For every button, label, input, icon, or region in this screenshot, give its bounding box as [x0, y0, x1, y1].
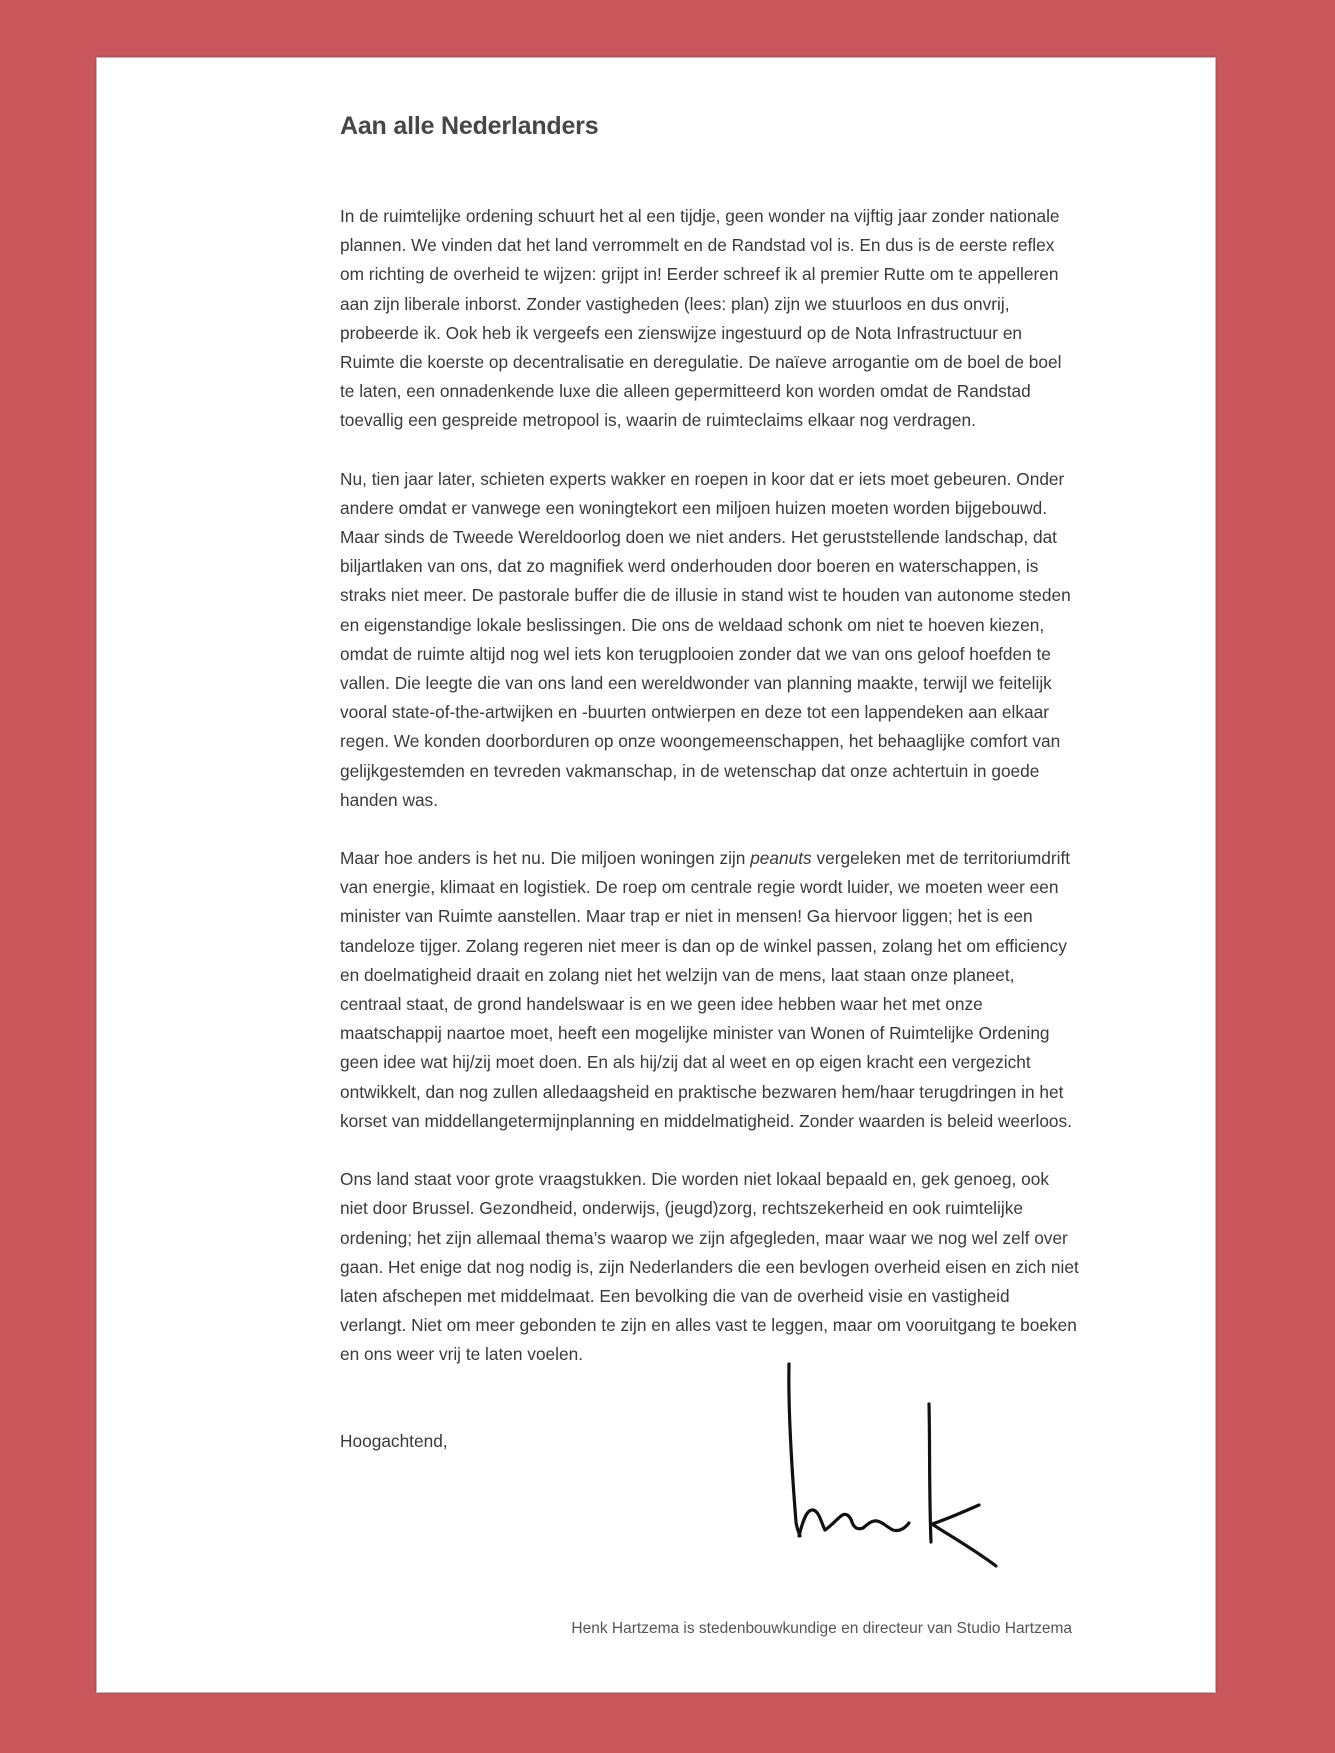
- paragraph-emphasis: peanuts: [750, 848, 812, 869]
- letter-body: [340, 202, 1080, 1370]
- letter-closing: Hoogachtend,: [340, 1431, 448, 1451]
- paragraph: [340, 1165, 1080, 1369]
- paragraph-text: Maar hoe anders is het nu. Die miljoen woningen zijn: [340, 848, 751, 869]
- letter-content: [340, 110, 1080, 1399]
- paragraph-text: vergeleken met de territoriumdrift van energie, klimaat en logistiek. De roep om centrale regie wordt luider, we moeten weer een minister van Ruimte aanstellen. Maar trap er niet in mensen! Ga hiervoor liggen; het is een tandeloze tijger. Zolang regeren niet meer is dan op de winkel passen, zolang het om efficiency en doelmatigheid draait en zolang niet het welzijn van de mens, laat staan onze planeet, centraal staat, de grond handelswaar is en we geen idee hebben waar het met onze maatschappij naartoe moet, heeft een mogelijke minister van Wonen of Ruimtelijke Ordening geen idee wat hij/zij moet doen. En als hij/zij dat al weet en op eigen kracht een vergezicht ontwikkelt, dan nog zullen alledaagsheid en praktische bezwaren hem/haar terugdringen in het korset van middellangetermijnplanning en middelmatigheid. Zonder waarden is beleid weerloos.: [340, 848, 1072, 1131]
- letter-title: Aan alle Nederlanders: [340, 112, 599, 140]
- paragraph-text: In de ruimtelijke ordening schuurt het al een tijdje, geen wonder na vijftig jaar zonder nationale plannen. We vinden dat het land verrommelt en de Randstad vol is. En dus is de eerste reflex om richting de overheid te wijzen: grijpt in! Eerder schreef ik al premier Rutte om te appelleren aan zijn liberale inborst. Zonder vastigheden (lees: plan) zijn we stuurloos en dus onvrij, probeerde ik. Ook heb ik vergeefs een zienswijze ingestuurd op de Nota Infrastructuur en Ruimte die koerste op decentralisatie en deregulatie. De naïeve arrogantie om de boel de boel te laten, een onnadenkende luxe die alleen gepermitteerd kon worden omdat de Randstad toevallig een gespreide metropool is, waarin de ruimteclaims elkaar nog verdragen.: [340, 206, 1062, 431]
- letter-page: [96, 57, 1216, 1693]
- paragraph-text: Nu, tien jaar later, schieten experts wakker en roepen in koor dat er iets moet gebeuren. Onder andere omdat er vanwege een woningtekort een miljoen huizen moeten worden bijgebouwd. Maar sinds de Tweede Wereldoorlog doen we niet anders. Het geruststellende landschap, dat biljartlaken van ons, dat zo magnifiek werd onderhouden door boeren en waterschappen, is straks niet meer. De pastorale buffer die de illusie in stand wist te houden van autonome steden en eigenstandige lokale beslissingen. Die ons de weldaad schonk om niet te hoeven kiezen, omdat de ruimte altijd nog wel iets kon terugplooien zonder dat we van ons geloof hoefden te vallen. Die leegte die van ons land een wereldwonder van planning maakte, terwijl we feitelijk vooral state-of-the-artwijken en -buurten ontwierpen en deze tot een lappendeken aan elkaar regen. We konden doorborduren op onze woongemeenschappen, het behaaglijke comfort van gelijkgestemden en tevreden vakmanschap, in de wetenschap dat onze achtertuin in goede handen was.: [340, 468, 1071, 810]
- paragraph: [340, 844, 1080, 1136]
- paragraph-text: Ons land staat voor grote vraagstukken. Die worden niet lokaal bepaald en, gek genoeg, ook niet door Brussel. Gezondheid, onderwijs, (jeugd)zorg, rechtszekerheid en ook ruimtelijke ordening; het zijn allemaal thema’s waarop we zijn afgegleden, maar waar we nog wel zelf over gaan. Het enige dat nog nodig is, zijn Nederlanders die een bevlogen overheid eisen en zich niet laten afschepen met middelmaat. Een bevolking die van de overheid visie en vastigheid verlangt. Niet om meer gebonden te zijn en alles vast te leggen, maar om vooruitgang te boeken en ons weer vrij te laten voelen.: [340, 1169, 1079, 1365]
- handwritten-signature: [737, 1352, 1087, 1582]
- paragraph: [340, 202, 1080, 436]
- author-note: Henk Hartzema is stedenbouwkundige en directeur van Studio Hartzema: [571, 1620, 1072, 1637]
- paragraph: [340, 465, 1080, 815]
